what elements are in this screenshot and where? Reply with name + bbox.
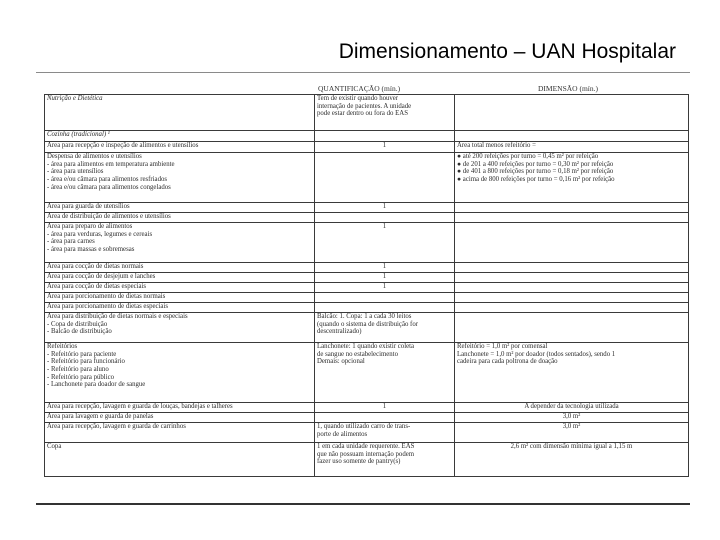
cell-quantificacao-line: fazer uso somente de pantry(s) [317, 458, 401, 466]
cell-quantificacao [315, 313, 455, 343]
cell-quantificacao [315, 213, 455, 223]
cell-quantificacao [315, 131, 455, 142]
cell-dimensao-line: Lanchonete = 1,0 m² por doador (todos sentados), sendo 1 [457, 350, 616, 358]
cell-quantificacao [315, 203, 455, 213]
cell-dimensao [455, 443, 689, 477]
cell-quantificacao-line: (quando o sistema de distribuição for [317, 320, 418, 328]
cell-dimensao [455, 273, 689, 283]
cell-area-line: - área e/ou câmara para alimentos resfriados [47, 176, 168, 184]
cell-area [45, 403, 315, 413]
table-row [45, 213, 689, 223]
cell-quantificacao-line: de sangue no estabelecimento [317, 350, 398, 358]
table-row [45, 443, 689, 477]
table-row [45, 223, 689, 263]
cell-quantificacao-line: 1 [382, 142, 387, 149]
cell-quantificacao [315, 303, 455, 313]
cell-quantificacao [315, 263, 455, 273]
cell-dimensao-line: 3,0 m² [562, 423, 581, 430]
table-row [45, 303, 689, 313]
cell-dimensao-line: ● de 401 a 800 refeições por turno = 0,18 m² por refeição [457, 168, 614, 176]
cell-quantificacao [315, 273, 455, 283]
cell-dimensao-line: ● de 201 a 400 refeições por turno = 0,30 m² por refeição [457, 160, 614, 168]
cell-area-line: Área para recepção, lavagem e guarda de louças, bandejas e talheres [47, 403, 233, 410]
cell-quantificacao-line: 1 [382, 283, 387, 290]
cell-area-line: Área de distribuição de alimentos e utensílios [47, 213, 171, 220]
cell-dimensao [455, 313, 689, 343]
cell-area-line: Área para lavagem e guarda de panelas [47, 413, 154, 420]
cell-quantificacao-line: descentralizado) [317, 328, 362, 336]
table-row [45, 413, 689, 423]
cell-area [45, 153, 315, 203]
cell-area-line: - área para carnes [47, 238, 95, 246]
cell-quantificacao [315, 283, 455, 293]
cell-dimensao [455, 213, 689, 223]
cell-area-line: - Refeitório para público [47, 373, 114, 381]
cell-dimensao-line: A depender da tecnologia utilizada [524, 403, 619, 410]
cell-quantificacao [315, 443, 455, 477]
cell-quantificacao [315, 223, 455, 263]
cell-quantificacao [315, 142, 455, 153]
cell-area-line: - área para alimentos em temperatura ambiente [47, 160, 175, 168]
cell-area-line: Área para preparo de alimentos [47, 223, 133, 230]
cell-quantificacao-line: internação de pacientes. A unidade [317, 102, 412, 110]
cell-area [45, 413, 315, 423]
cell-area [45, 263, 315, 273]
cell-area-line: Despensa de alimentos e utensílios [47, 153, 142, 160]
cell-dimensao-line: Refeitório = 1,0 m² por comensal [457, 343, 548, 350]
table-row [45, 403, 689, 413]
cell-area-line: - Refeitório para paciente [47, 350, 117, 358]
cell-quantificacao [315, 343, 455, 403]
cell-dimensao-line: 3,0 m² [562, 413, 581, 420]
cell-quantificacao-line: Balcão: 1. Copa: 1 a cada 30 leitos [317, 313, 412, 320]
cell-dimensao [455, 223, 689, 263]
cell-area [45, 223, 315, 263]
cell-dimensao [455, 413, 689, 423]
cell-dimensao [455, 131, 689, 142]
cell-dimensao [455, 263, 689, 273]
cell-quantificacao-line: 1 [382, 263, 387, 270]
bottom-divider [36, 503, 690, 505]
cell-dimensao [455, 283, 689, 293]
cell-area [45, 142, 315, 153]
cell-area-line: Área para cocção de dietas especiais [47, 283, 147, 290]
cell-quantificacao [315, 95, 455, 131]
table-row [45, 263, 689, 273]
table-row [45, 273, 689, 283]
cell-dimensao-line: ● acima de 800 refeições por turno = 0,16 m² por refeição [457, 176, 615, 184]
cell-quantificacao [315, 413, 455, 423]
cell-dimensao [455, 343, 689, 403]
cell-area-line: Área para recepção, lavagem e guarda de carrinhos [47, 423, 186, 430]
cell-area-line: Área para porcionamento de dietas especiais [47, 303, 168, 310]
cell-area-line: Área para cocção de dietas normais [47, 263, 144, 270]
table-row [45, 95, 689, 131]
cell-area-line: Refeitórios [47, 343, 78, 350]
cell-quantificacao [315, 293, 455, 303]
cell-quantificacao [315, 153, 455, 203]
cell-quantificacao-line: 1 [382, 223, 387, 230]
cell-quantificacao-line: 1 em cada unidade requerente. EAS [317, 443, 415, 450]
cell-area [45, 443, 315, 477]
cell-dimensao [455, 142, 689, 153]
title-divider [36, 72, 690, 73]
cell-area-line: - área para verduras, legumes e cereais [47, 230, 153, 238]
cell-quantificacao-line: Demais: opcional [317, 358, 365, 366]
cell-area-line: Nutrição e Dietética [47, 95, 103, 102]
cell-dimensao [455, 153, 689, 203]
cell-area-line: Área para distribuição de dietas normais e especiais [47, 313, 188, 320]
table-row [45, 423, 689, 443]
cell-area [45, 273, 315, 283]
cell-area-line: - Refeitório para aluno [47, 366, 109, 374]
cell-area [45, 131, 315, 142]
cell-quantificacao [315, 423, 455, 443]
cell-dimensao [455, 293, 689, 303]
table-row [45, 153, 689, 203]
cell-area [45, 313, 315, 343]
cell-quantificacao-line: Tem de existir quando houver [317, 95, 399, 102]
cell-dimensao-line: ● até 200 refeições por turno = 0,45 m² por refeição [457, 153, 599, 160]
cell-quantificacao-line: 1, quando utilizado carro de trans- [317, 423, 411, 430]
cell-dimensao [455, 303, 689, 313]
table-row [45, 313, 689, 343]
cell-area [45, 303, 315, 313]
cell-dimensao [455, 403, 689, 413]
table-row [45, 283, 689, 293]
cell-area-line: - Copa de distribuição [47, 320, 108, 328]
cell-dimensao [455, 423, 689, 443]
cell-area-line: - área para massas e sobremesas [47, 246, 135, 254]
cell-area [45, 203, 315, 213]
cell-area [45, 213, 315, 223]
cell-quantificacao-line: que não possuam internação podem [317, 450, 415, 458]
table-row [45, 343, 689, 403]
cell-dimensao [455, 203, 689, 213]
cell-quantificacao-line: pode estar dentro ou fora do EAS [317, 110, 408, 118]
cell-area-line: - Balcão de distribuição [47, 328, 112, 336]
cell-quantificacao-line: 1 [382, 203, 387, 210]
cell-quantificacao [315, 403, 455, 413]
cell-quantificacao-line: porte de alimentos [317, 430, 368, 438]
cell-area-line: Área para guarda de utensílios [47, 203, 130, 210]
cell-area [45, 283, 315, 293]
cell-quantificacao-line: 1 [382, 403, 387, 410]
cell-dimensao-line: Área total menos refeitório = [457, 142, 536, 149]
cell-quantificacao-line: 1 [382, 273, 387, 280]
cell-dimensao-line: 2,6 m² com dimensão mínima igual a 1,15 m [510, 443, 633, 450]
table-row [45, 131, 689, 142]
cell-area-line: - área para utensílios [47, 168, 104, 176]
cell-area-line: Área para cocção de desjejum e lanches [47, 273, 156, 280]
table-row [45, 142, 689, 153]
cell-dimensao-line: cadeira para cada poltrona de doação [457, 358, 558, 366]
dimensioning-table [44, 94, 689, 477]
header-quantificacao: QUANTIFICAÇÃO (mín.) [318, 84, 401, 93]
cell-area-line: Área para porcionamento de dietas normais [47, 293, 166, 300]
header-dimensao: DIMENSÃO (mín.) [538, 84, 598, 93]
cell-dimensao [455, 95, 689, 131]
cell-area-line: - Lanchonete para doador de sangue [47, 381, 146, 389]
cell-area [45, 293, 315, 303]
cell-area-line: - área e/ou câmara para alimentos congelados [47, 183, 171, 191]
cell-area-line: Copa [47, 443, 62, 450]
cell-area-line: - Refeitório para funcionário [47, 358, 125, 366]
cell-area-line: Área para recepção e inspeção de alimentos e utensílios [47, 142, 199, 149]
page-title: Dimensionamento – UAN Hospitalar [338, 40, 676, 63]
cell-area-line: Cozinha (tradicional) ¹ [47, 131, 110, 138]
cell-quantificacao-line: Lanchonete: 1 quando existir coleta [317, 343, 415, 350]
table-row [45, 203, 689, 213]
table-row [45, 293, 689, 303]
cell-area [45, 95, 315, 131]
cell-area [45, 423, 315, 443]
cell-area [45, 343, 315, 403]
